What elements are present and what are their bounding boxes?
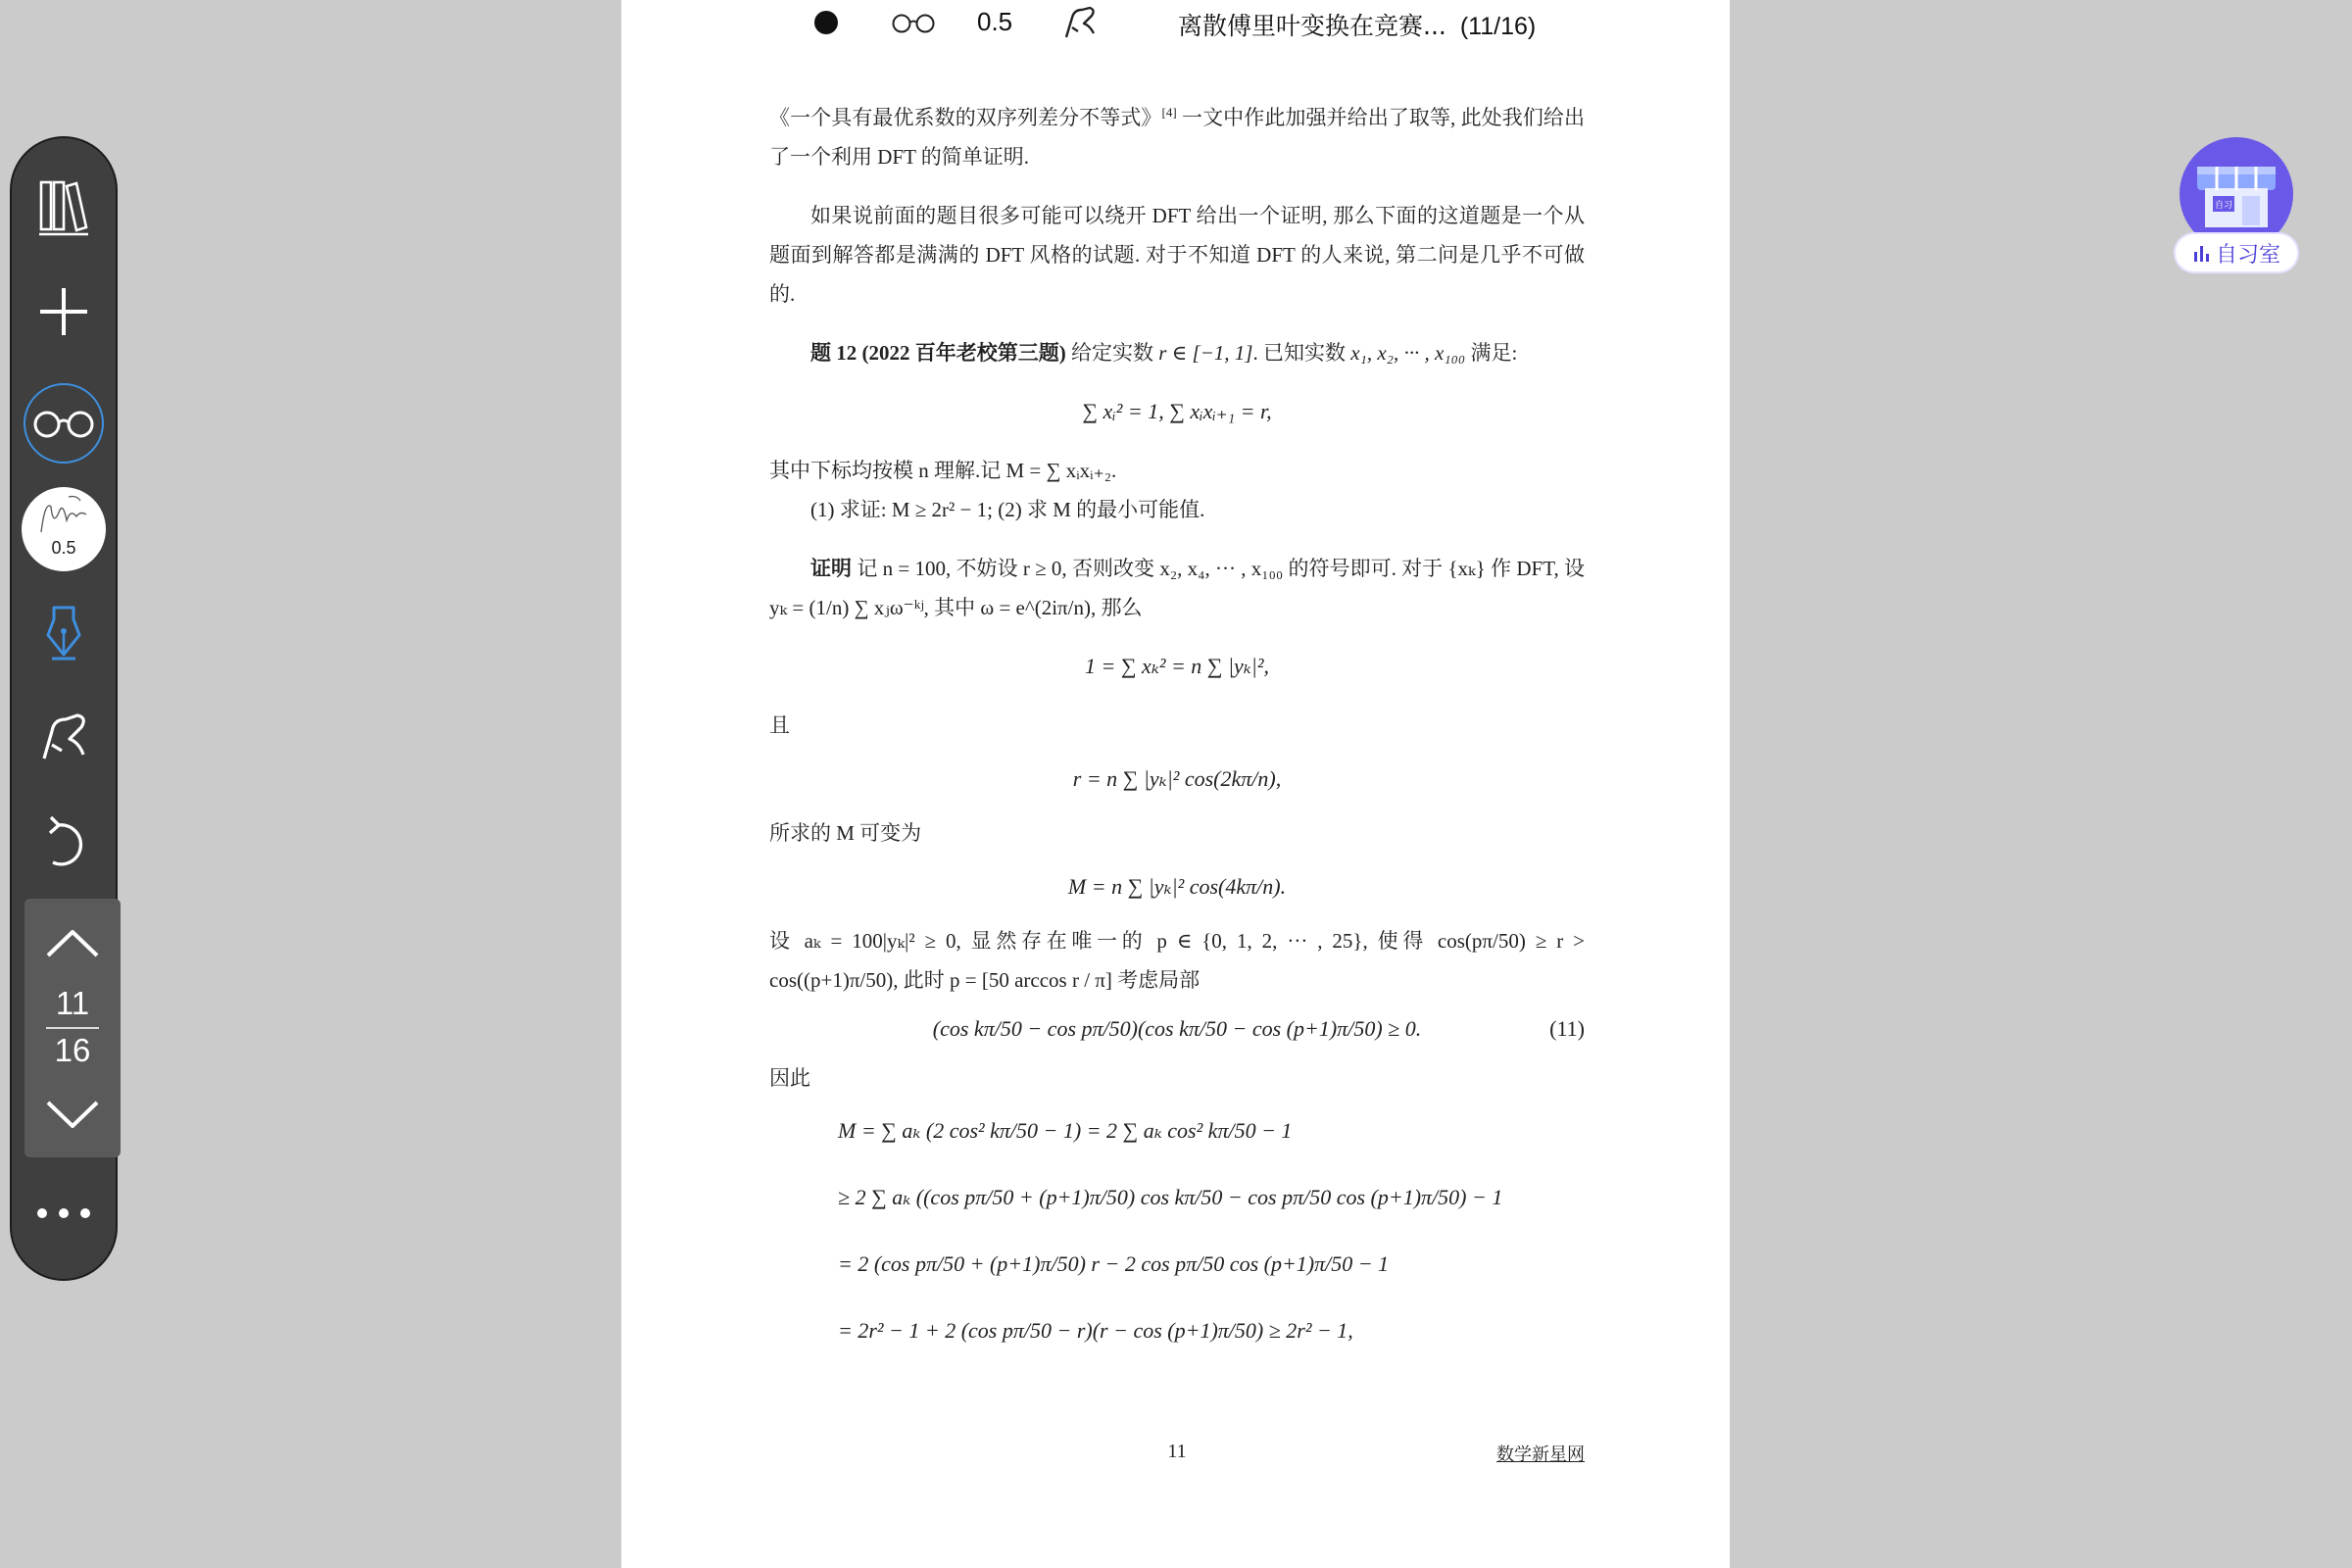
set-a-paragraph: 设 aₖ = 100|yₖ|² ≥ 0, 显然存在唯一的 p ∈ {0, 1, 2, ··· , 25}, 使得 cos(pπ/50) ≥ r > cos((p+1)π/50), 此时 p = [50 arccos r / π] 考虑局部 bbox=[769, 929, 1585, 992]
more-button[interactable] bbox=[12, 1177, 116, 1250]
total-pages: 16 bbox=[54, 1032, 91, 1068]
document-title bbox=[1178, 7, 1536, 42]
pen-width-preview bbox=[22, 487, 106, 571]
proof-paragraph bbox=[769, 549, 1585, 627]
paragraph-2: 如果说前面的题目很多可能可以绕开 DFT 给出一个证明, 那么下面的这道题是一个从题面到解答都是满满的 DFT 风格的试题. 对于不知道 DFT 的人来说, 第二问是几乎不可做的. bbox=[769, 204, 1585, 306]
glasses-icon[interactable] bbox=[890, 12, 937, 33]
chevron-up-icon[interactable] bbox=[24, 914, 121, 973]
questions-line: (1) 求证: M ≥ 2r² − 1; (2) 求 M 的最小可能值. bbox=[810, 498, 1205, 521]
equation-11 bbox=[769, 1000, 1585, 1058]
equation-3: r = n ∑ |yₖ|² cos(2kπ/n), bbox=[1072, 766, 1282, 791]
page-separator bbox=[46, 1027, 99, 1029]
library-button[interactable] bbox=[12, 172, 116, 244]
page-navigator bbox=[24, 899, 121, 1157]
problem-xs: x₁, x₂, ··· , x₁₀₀ bbox=[1350, 341, 1466, 365]
document-title-text: 离散傅里叶变换在竞赛... bbox=[1178, 12, 1446, 40]
glasses-button-ring bbox=[24, 383, 104, 464]
glasses-icon bbox=[30, 409, 97, 438]
proof-label: 证明 bbox=[810, 557, 853, 580]
library-icon bbox=[37, 178, 90, 237]
derivation-line-4: = 2r² − 1 + 2 (cos pπ/50 − r)(r − cos (p+1)π/50) ≥ 2r² − 1, bbox=[838, 1318, 1353, 1343]
problem-text-b: . 已知实数 bbox=[1252, 341, 1351, 365]
brand-link[interactable]: 数学新星网 bbox=[1496, 1445, 1585, 1465]
study-room-text: 自习室 bbox=[2215, 242, 2280, 268]
citation-ref[interactable]: [4] bbox=[1161, 105, 1177, 120]
paragraph-1-tail: 一文中作此加强并给出了取等, 此处我们给出了一个利用 DFT 的简单证明. bbox=[769, 106, 1585, 169]
study-room-widget[interactable] bbox=[2174, 137, 2301, 274]
problem-label: 题 12 (2022 百年老校第三题) bbox=[810, 341, 1066, 365]
problem-r: r ∈ [−1, 1] bbox=[1158, 341, 1253, 365]
derivation-line-1: M = ∑ aₖ (2 cos² kπ/50 − 1) = 2 ∑ aₖ cos² kπ/50 − 1 bbox=[838, 1118, 1293, 1143]
paragraph-1-text: 《一个具有最优系数的双序列差分不等式》 bbox=[769, 106, 1162, 129]
document-page[interactable] bbox=[621, 0, 1730, 1568]
equation-1: ∑ xᵢ² = 1, ∑ xᵢxᵢ₊₁ = r, bbox=[1082, 399, 1272, 423]
derivation-line-3: = 2 (cos pπ/50 + (p+1)π/50) r − 2 cos pπ/50 cos (p+1)π/50 − 1 bbox=[838, 1251, 1390, 1276]
bars-icon bbox=[2192, 244, 2212, 262]
pen-tool-button[interactable] bbox=[12, 595, 116, 667]
current-page: 11 bbox=[55, 985, 90, 1021]
chevron-down-icon[interactable] bbox=[24, 1085, 121, 1144]
problem-statement bbox=[769, 333, 1585, 372]
signature-stroke-icon bbox=[22, 487, 106, 546]
brush-icon bbox=[36, 710, 91, 764]
reading-mode-button[interactable] bbox=[12, 381, 116, 466]
undo-button[interactable] bbox=[12, 805, 116, 877]
page-footer bbox=[769, 1441, 1585, 1470]
therefore-line: 因此 bbox=[769, 1066, 810, 1090]
left-toolbar bbox=[10, 136, 118, 1281]
aligned-derivation bbox=[769, 1098, 1585, 1364]
color-dot-black[interactable] bbox=[814, 11, 838, 34]
study-badge-text: 自习 bbox=[2215, 201, 2233, 211]
fountain-pen-icon bbox=[44, 602, 83, 661]
plus-icon bbox=[37, 285, 90, 338]
problem-text-c: 满足: bbox=[1465, 341, 1518, 365]
brush-icon[interactable] bbox=[1060, 4, 1100, 41]
equation-2: 1 = ∑ xₖ² = n ∑ |yₖ|², bbox=[1085, 654, 1269, 678]
derivation-line-2: ≥ 2 ∑ aₖ ((cos pπ/50 + (p+1)π/50) cos kπ/50 − cos pπ/50 cos (p+1)π/50) − 1 bbox=[838, 1185, 1503, 1209]
study-room-label[interactable] bbox=[2174, 232, 2299, 273]
add-button[interactable] bbox=[12, 275, 116, 348]
equation-number: (11) bbox=[1549, 1016, 1585, 1041]
equation-11-body: (cos kπ/50 − cos pπ/50)(cos kπ/50 − cos (p+1)π/50) ≥ 0. bbox=[932, 1016, 1422, 1041]
paragraph-1 bbox=[769, 98, 1585, 176]
line-width-value[interactable]: 0.5 bbox=[977, 7, 1013, 36]
more-dots-icon bbox=[34, 1206, 93, 1220]
pen-width-button[interactable] bbox=[12, 485, 116, 573]
and-line: 且 bbox=[769, 713, 790, 737]
page-content bbox=[769, 98, 1585, 1364]
page-number: 11 bbox=[1167, 1441, 1187, 1462]
brush-tool-button[interactable] bbox=[12, 701, 116, 773]
equation-4: M = n ∑ |yₖ|² cos(4kπ/n). bbox=[1067, 874, 1287, 899]
undo-icon bbox=[39, 813, 88, 868]
page-top-bar bbox=[621, 0, 1730, 45]
pen-width-value: 0.5 bbox=[51, 538, 76, 558]
page-indicator: (11/16) bbox=[1459, 13, 1537, 40]
proof-text: 记 n = 100, 不妨设 r ≥ 0, 否则改变 x₂, x₄, ··· , x₁₀₀ 的符号即可. 对于 {xₖ} 作 DFT, 设 yₖ = (1/n) ∑ xⱼω⁻ᵏʲ, 其中 ω = e^(2iπ/n), 那么 bbox=[769, 557, 1585, 619]
condition-line: 其中下标均按模 n 理解.记 M = ∑ xᵢxᵢ₊₂. bbox=[769, 459, 1117, 482]
problem-text-a: 给定实数 bbox=[1065, 341, 1159, 365]
transform-line: 所求的 M 可变为 bbox=[769, 821, 922, 845]
